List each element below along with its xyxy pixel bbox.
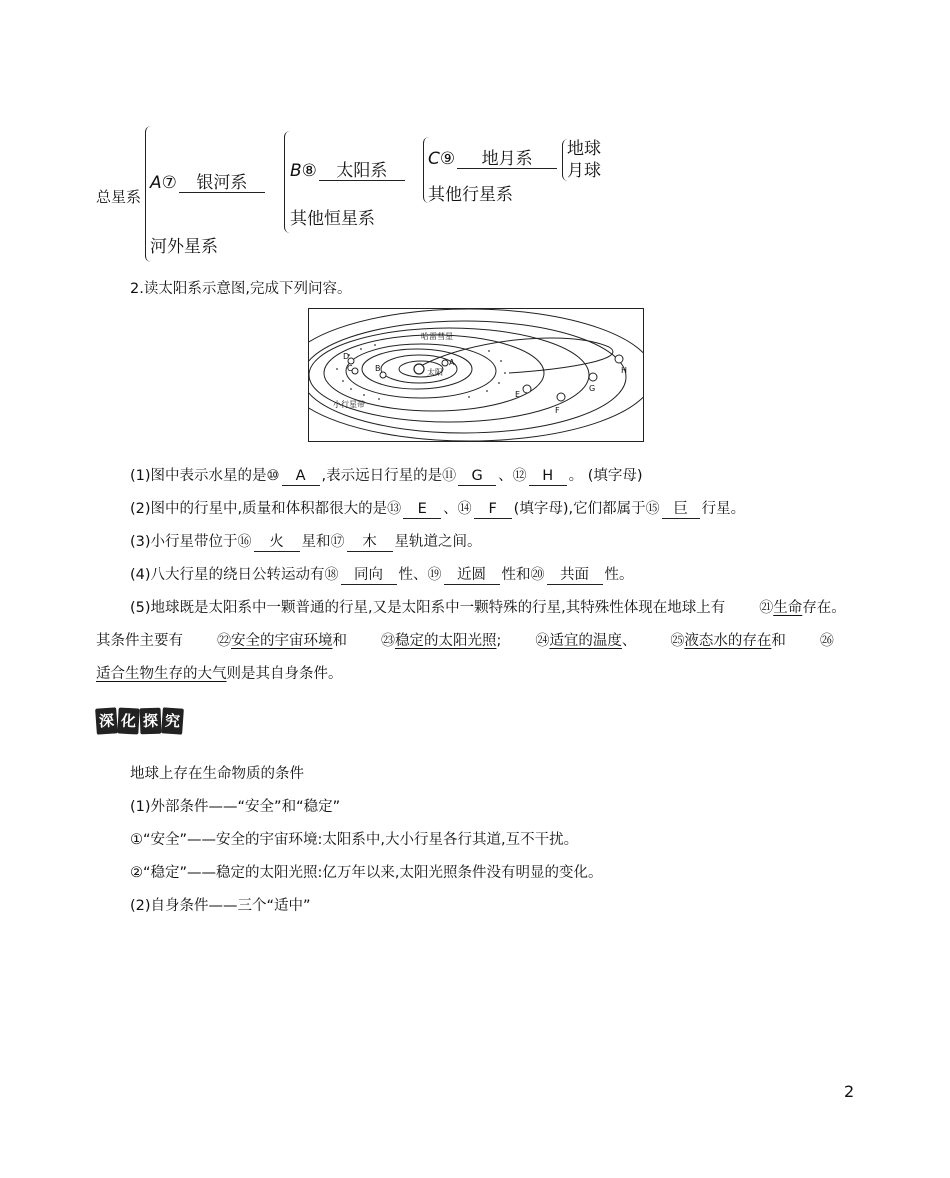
tree-root-label: 总星系 [96, 188, 142, 206]
q5-circ-6: ㉖ [819, 633, 834, 649]
q1-answer-2: G [458, 467, 496, 486]
q5-answer-2: 安全的宇宙环境 [231, 633, 333, 649]
q3-answer-1: 火 [254, 533, 300, 552]
q2-title: 2.读太阳系示意图,完成下列问容。 [130, 281, 352, 297]
q4-answer-3: 共面 [547, 566, 603, 585]
q4-answer-1: 同向 [341, 566, 397, 585]
question-1 [96, 460, 882, 493]
belt-dot [350, 388, 352, 390]
planet-e-icon [523, 385, 531, 393]
belt-dot [500, 360, 502, 362]
q2-answer-3: 巨 [662, 500, 700, 519]
planet-a-icon [442, 360, 448, 366]
q5-answer-5: 液态水的存在 [684, 633, 772, 649]
page-number: 2 [844, 1082, 855, 1101]
sun-label: 太阳 [427, 368, 443, 377]
belt-dot [504, 372, 506, 374]
tree-b-num: ⑧ [301, 161, 317, 181]
q4-circ-1: ⑱ [324, 567, 339, 583]
tree-other-stars: 其他恒星系 [290, 209, 375, 229]
q2-circ-3: ⑮ [645, 501, 660, 517]
belt-dot [488, 350, 490, 352]
tree-c-row [428, 148, 559, 170]
q3-answer-2: 木 [347, 533, 393, 552]
planet-g-label: G [589, 384, 596, 393]
explore-line-2: ①“安全”——安全的宇宙环境:太阳系中,大小行星各行其道,互不干扰。 [130, 832, 579, 848]
planet-g-icon [589, 373, 597, 381]
q4-text-1: (4)八大行星的绕日公转运动有 [130, 567, 325, 583]
q1-circ-2: ⑫ [512, 468, 527, 484]
q1-answer-1: A [282, 467, 320, 486]
q4-text-4: 性。 [604, 567, 634, 583]
tree-a-answer: 银河系 [179, 174, 265, 193]
q1-answer-3: H [529, 467, 567, 486]
q3-circ-2: ⑰ [330, 534, 345, 550]
planet-f-icon [557, 393, 565, 401]
q5-circ-4: ㉔ [535, 633, 550, 649]
q4-text-3: 性和 [501, 567, 531, 583]
tree-a-row [150, 172, 267, 194]
belt-dot [342, 380, 344, 382]
q3-text-3: 星轨道之间。 [394, 534, 482, 550]
q4-text-2: 性、 [398, 567, 428, 583]
q5-answer-6: 适合生物生存的大气 [96, 666, 227, 682]
sun-icon [414, 364, 424, 374]
q3-text-1: (3)小行星带位于 [130, 534, 238, 550]
badge-char: 究 [161, 707, 184, 734]
q1-sep: 、 [498, 468, 513, 484]
belt-dot [360, 348, 362, 350]
planet-a-label: A [449, 358, 455, 367]
tree-outer-galaxies: 河外星系 [150, 237, 218, 257]
belt-dot [336, 368, 338, 370]
comet-orbit [419, 338, 613, 373]
q5-text-1: (5)地球既是太阳系中一颗普通的行星,又是太阳系中一颗特殊的行星,其特殊性体现在地球上有 [130, 600, 726, 616]
planet-h-label: H [621, 366, 628, 375]
q2-text-1: (2)图中的行星中,质量和体积都很大的是 [130, 501, 388, 517]
planet-d-label: D [343, 352, 350, 361]
q2-circ-2: ⑭ [457, 501, 472, 517]
q1-text-3: 。 (填字母) [568, 468, 643, 484]
badge-char: 深 [95, 707, 118, 734]
tree-a-prefix: A [150, 173, 162, 193]
tree-earth: 地球 [567, 139, 601, 159]
q2-answer-1: E [403, 500, 441, 519]
q2-text-2: (填字母),它们都属于 [513, 501, 646, 517]
explore-title: 地球上存在生命物质的条件 [130, 766, 304, 782]
planet-f-label: F [555, 406, 560, 415]
section-badge [96, 708, 183, 734]
tree-c-num: ⑨ [439, 149, 456, 169]
q5-text-4: ; [496, 633, 502, 649]
q4-circ-3: ⑳ [530, 567, 545, 583]
q5-text-6: 和 [771, 633, 786, 649]
explore-line-3: ②“稳定”——稳定的太阳光照:亿万年以来,太阳光照条件没有明显的变化。 [130, 865, 603, 881]
tree-b-answer: 太阳系 [319, 162, 405, 181]
q2-circ-1: ⑬ [387, 501, 402, 517]
planet-e-label: E [515, 390, 521, 399]
belt-dot [363, 394, 365, 396]
q5-answer-4: 适宜的温度 [549, 633, 622, 649]
q5-circ-1: ㉑ [759, 600, 774, 616]
belt-dot [498, 382, 500, 384]
tree-a-num: ⑦ [161, 173, 177, 193]
tree-other-planets: 其他行星系 [428, 185, 513, 205]
q5-text-5: 、 [621, 633, 637, 649]
q5-text-7: 则是其自身条件。 [226, 666, 343, 682]
q5-circ-5: ㉕ [670, 633, 685, 649]
q4-circ-2: ⑲ [427, 567, 442, 583]
q5-answer-3: 稳定的太阳光照 [395, 633, 497, 649]
tree-c-prefix: C [428, 149, 440, 169]
tree-b-row [290, 160, 407, 182]
belt-dot [486, 390, 488, 392]
q3-circ-1: ⑯ [237, 534, 252, 550]
q5-circ-3: ㉓ [381, 633, 395, 649]
q4-answer-2: 近圆 [444, 566, 500, 585]
q3-text-2: 星和 [301, 534, 331, 550]
planet-c-label: C [347, 364, 353, 373]
explore-line-1: (1)外部条件——“安全”和“稳定” [130, 799, 341, 815]
planet-b-icon [380, 372, 386, 378]
question-2 [96, 493, 882, 526]
tree-moon: 月球 [567, 161, 601, 181]
solar-system-figure [308, 308, 644, 442]
comet-label: 哈雷彗星 [421, 332, 453, 341]
belt-dot [374, 344, 376, 346]
tree-c-answer: 地月系 [457, 150, 557, 169]
q1-text-1: (1)图中表示水星的是⑩ [130, 468, 280, 484]
belt-label: 小行星带 [333, 400, 365, 409]
q1-text-2: ,表示远日行星的是 [321, 468, 443, 484]
belt-dot [378, 398, 380, 400]
badge-char: 探 [140, 708, 162, 735]
planet-b-label: B [375, 364, 381, 373]
q2-sep: 、 [443, 501, 458, 517]
tree-b-prefix: B [290, 161, 302, 181]
planet-c-icon [352, 368, 358, 374]
q1-circ-1: ⑪ [442, 468, 457, 484]
badge-char: 化 [117, 707, 139, 734]
q5-text-3: 和 [332, 633, 347, 649]
question-5 [96, 592, 848, 691]
belt-dot [468, 396, 470, 398]
q5-answer-1: 生命 [773, 600, 803, 616]
explore-line-4: (2)自身条件——三个“适中” [130, 898, 311, 914]
question-4 [96, 559, 882, 592]
q5-circ-2: ㉒ [217, 633, 231, 649]
planet-h-icon [615, 355, 623, 363]
question-3 [96, 526, 882, 559]
q2-answer-2: F [474, 500, 512, 519]
solar-system-diagram [309, 309, 643, 441]
q2-text-3: 行星。 [701, 501, 746, 517]
q5-text-2: 存在。其条件主要有 [96, 600, 846, 649]
